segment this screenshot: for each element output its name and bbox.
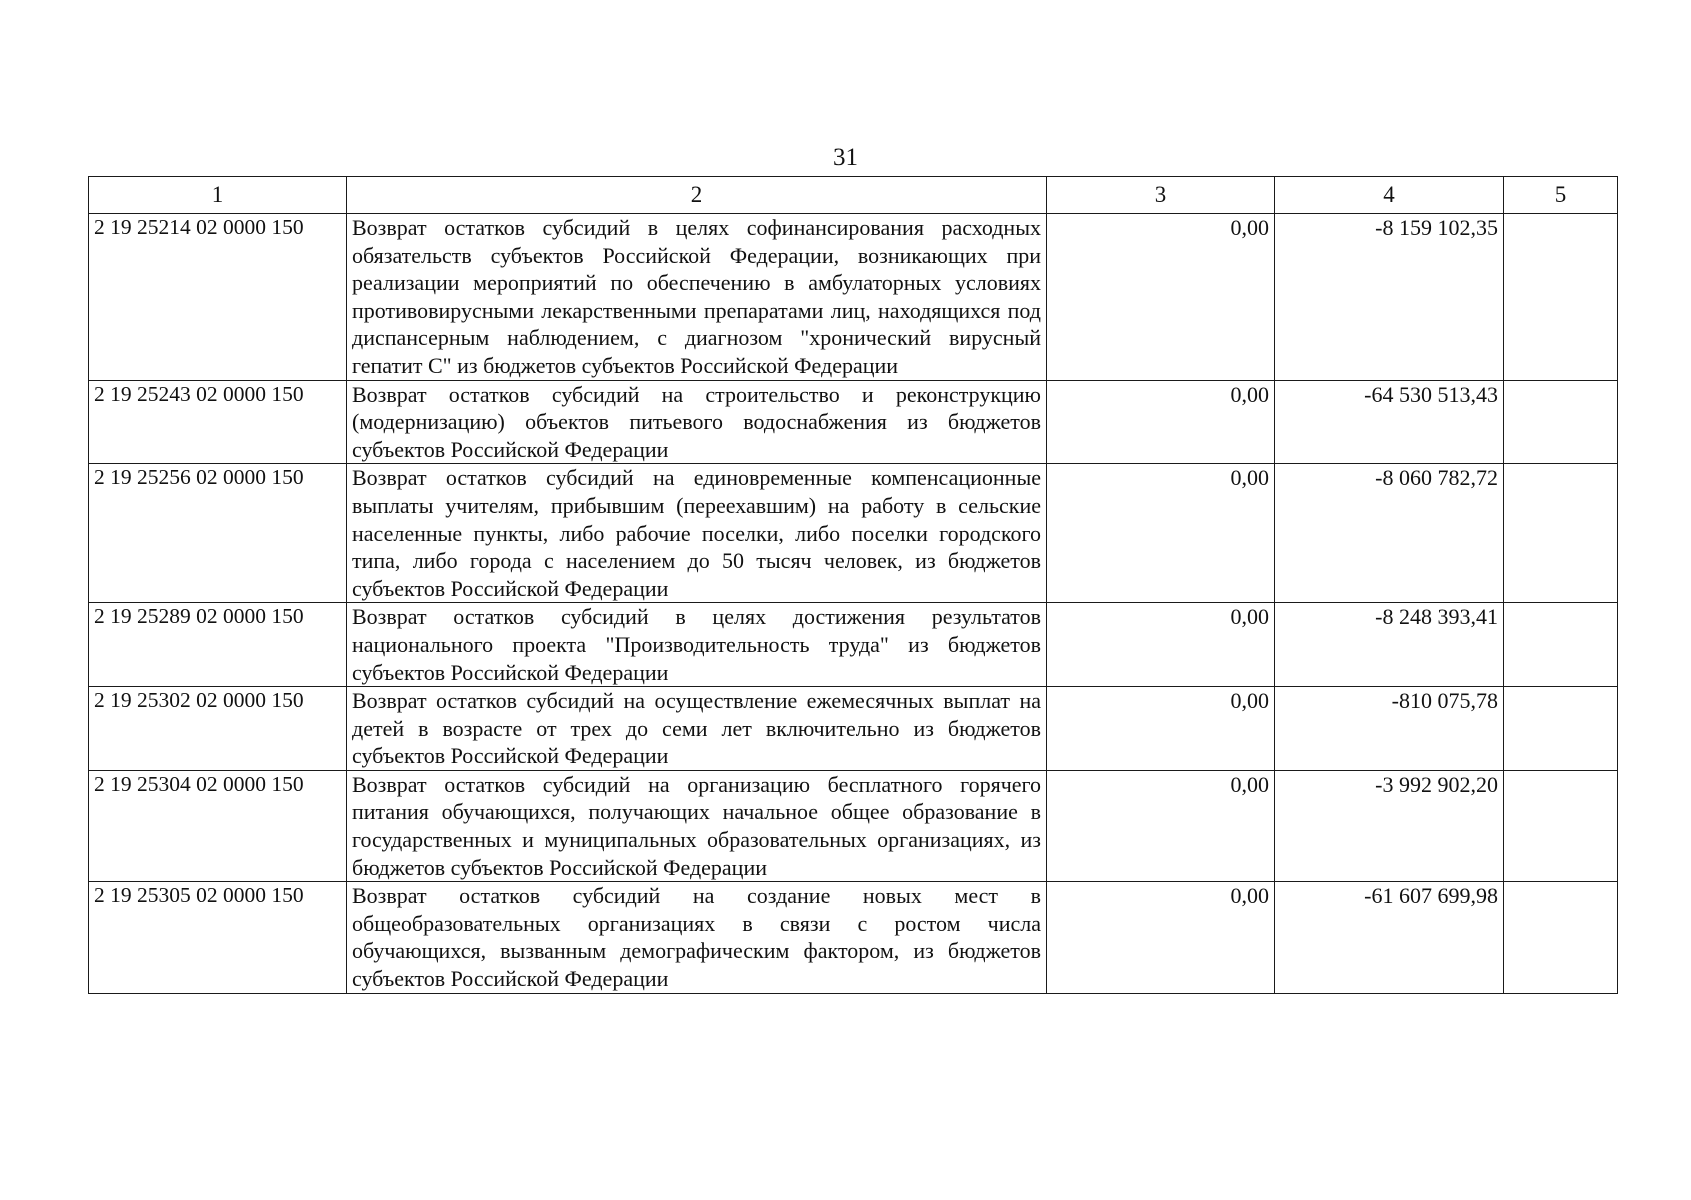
row-col3-value: 0,00: [1047, 770, 1275, 881]
row-col4-value: -810 075,78: [1275, 687, 1504, 771]
row-description: Возврат остатков субсидий на единовременные компенсационные выплаты учителям, прибывшим (переехавшим) на работу в сельские населенные пункты, либо рабочие поселки, либо поселки городского типа, либо города с населением до 50 тысяч человек, из бюджетов субъектов Российской Федерации: [347, 464, 1047, 603]
row-description: Возврат остатков субсидий на организацию бесплатного горячего питания обучающихся, получающих начальное общее образование в государственных и муниципальных образовательных организациях, из бюджетов субъектов Российской Федерации: [347, 770, 1047, 881]
row-code: 2 19 25256 02 0000 150: [89, 464, 347, 603]
row-col4-value: -8 248 393,41: [1275, 603, 1504, 687]
row-col5-value: [1504, 770, 1618, 881]
row-col4-value: -8 159 102,35: [1275, 214, 1504, 381]
header-col-1: 1: [89, 177, 347, 214]
row-col3-value: 0,00: [1047, 882, 1275, 993]
row-col3-value: 0,00: [1047, 380, 1275, 464]
row-col3-value: 0,00: [1047, 687, 1275, 771]
row-description: Возврат остатков субсидий на создание новых мест в общеобразовательных организациях в связи с ростом числа обучающихся, вызванным демографическим фактором, из бюджетов субъектов Российской Федерации: [347, 882, 1047, 993]
row-col3-value: 0,00: [1047, 214, 1275, 381]
row-col4-value: -8 060 782,72: [1275, 464, 1504, 603]
row-description: Возврат остатков субсидий на строительство и реконструкцию (модернизацию) объектов питьевого водоснабжения из бюджетов субъектов Российской Федерации: [347, 380, 1047, 464]
row-col5-value: [1504, 214, 1618, 381]
row-col5-value: [1504, 687, 1618, 771]
row-col4-value: -61 607 699,98: [1275, 882, 1504, 993]
table-row: [89, 464, 1618, 603]
table-row: [89, 882, 1618, 993]
row-col5-value: [1504, 882, 1618, 993]
row-code: 2 19 25243 02 0000 150: [89, 380, 347, 464]
row-code: 2 19 25302 02 0000 150: [89, 687, 347, 771]
row-col5-value: [1504, 464, 1618, 603]
row-code: 2 19 25214 02 0000 150: [89, 214, 347, 381]
table-row: [89, 380, 1618, 464]
table-row: [89, 770, 1618, 881]
row-col4-value: -3 992 902,20: [1275, 770, 1504, 881]
header-row: [89, 177, 1618, 214]
page-number: 31: [833, 144, 858, 171]
row-col3-value: 0,00: [1047, 603, 1275, 687]
row-code: 2 19 25304 02 0000 150: [89, 770, 347, 881]
row-col5-value: [1504, 603, 1618, 687]
row-col5-value: [1504, 380, 1618, 464]
table-row: [89, 214, 1618, 381]
table-row: [89, 687, 1618, 771]
header-col-3: 3: [1047, 177, 1275, 214]
row-description: Возврат остатков субсидий на осуществление ежемесячных выплат на детей в возрасте от трех до семи лет включительно из бюджетов субъектов Российской Федерации: [347, 687, 1047, 771]
header-col-4: 4: [1275, 177, 1504, 214]
row-col3-value: 0,00: [1047, 464, 1275, 603]
row-description: Возврат остатков субсидий в целях достижения результатов национального проекта "Производительность труда" из бюджетов субъектов Российской Федерации: [347, 603, 1047, 687]
header-col-2: 2: [347, 177, 1047, 214]
header-col-5: 5: [1504, 177, 1618, 214]
row-description: Возврат остатков субсидий в целях софинансирования расходных обязательств субъектов Российской Федерации, возникающих при реализации мероприятий по обеспечению в амбулаторных условиях противовирусными лекарственными препаратами лиц, находящихся под диспансерным наблюдением, с диагнозом "хронический вирусный гепатит С" из бюджетов субъектов Российской Федерации: [347, 214, 1047, 381]
row-code: 2 19 25305 02 0000 150: [89, 882, 347, 993]
row-col4-value: -64 530 513,43: [1275, 380, 1504, 464]
budget-table: [88, 176, 1618, 994]
row-code: 2 19 25289 02 0000 150: [89, 603, 347, 687]
table-row: [89, 603, 1618, 687]
